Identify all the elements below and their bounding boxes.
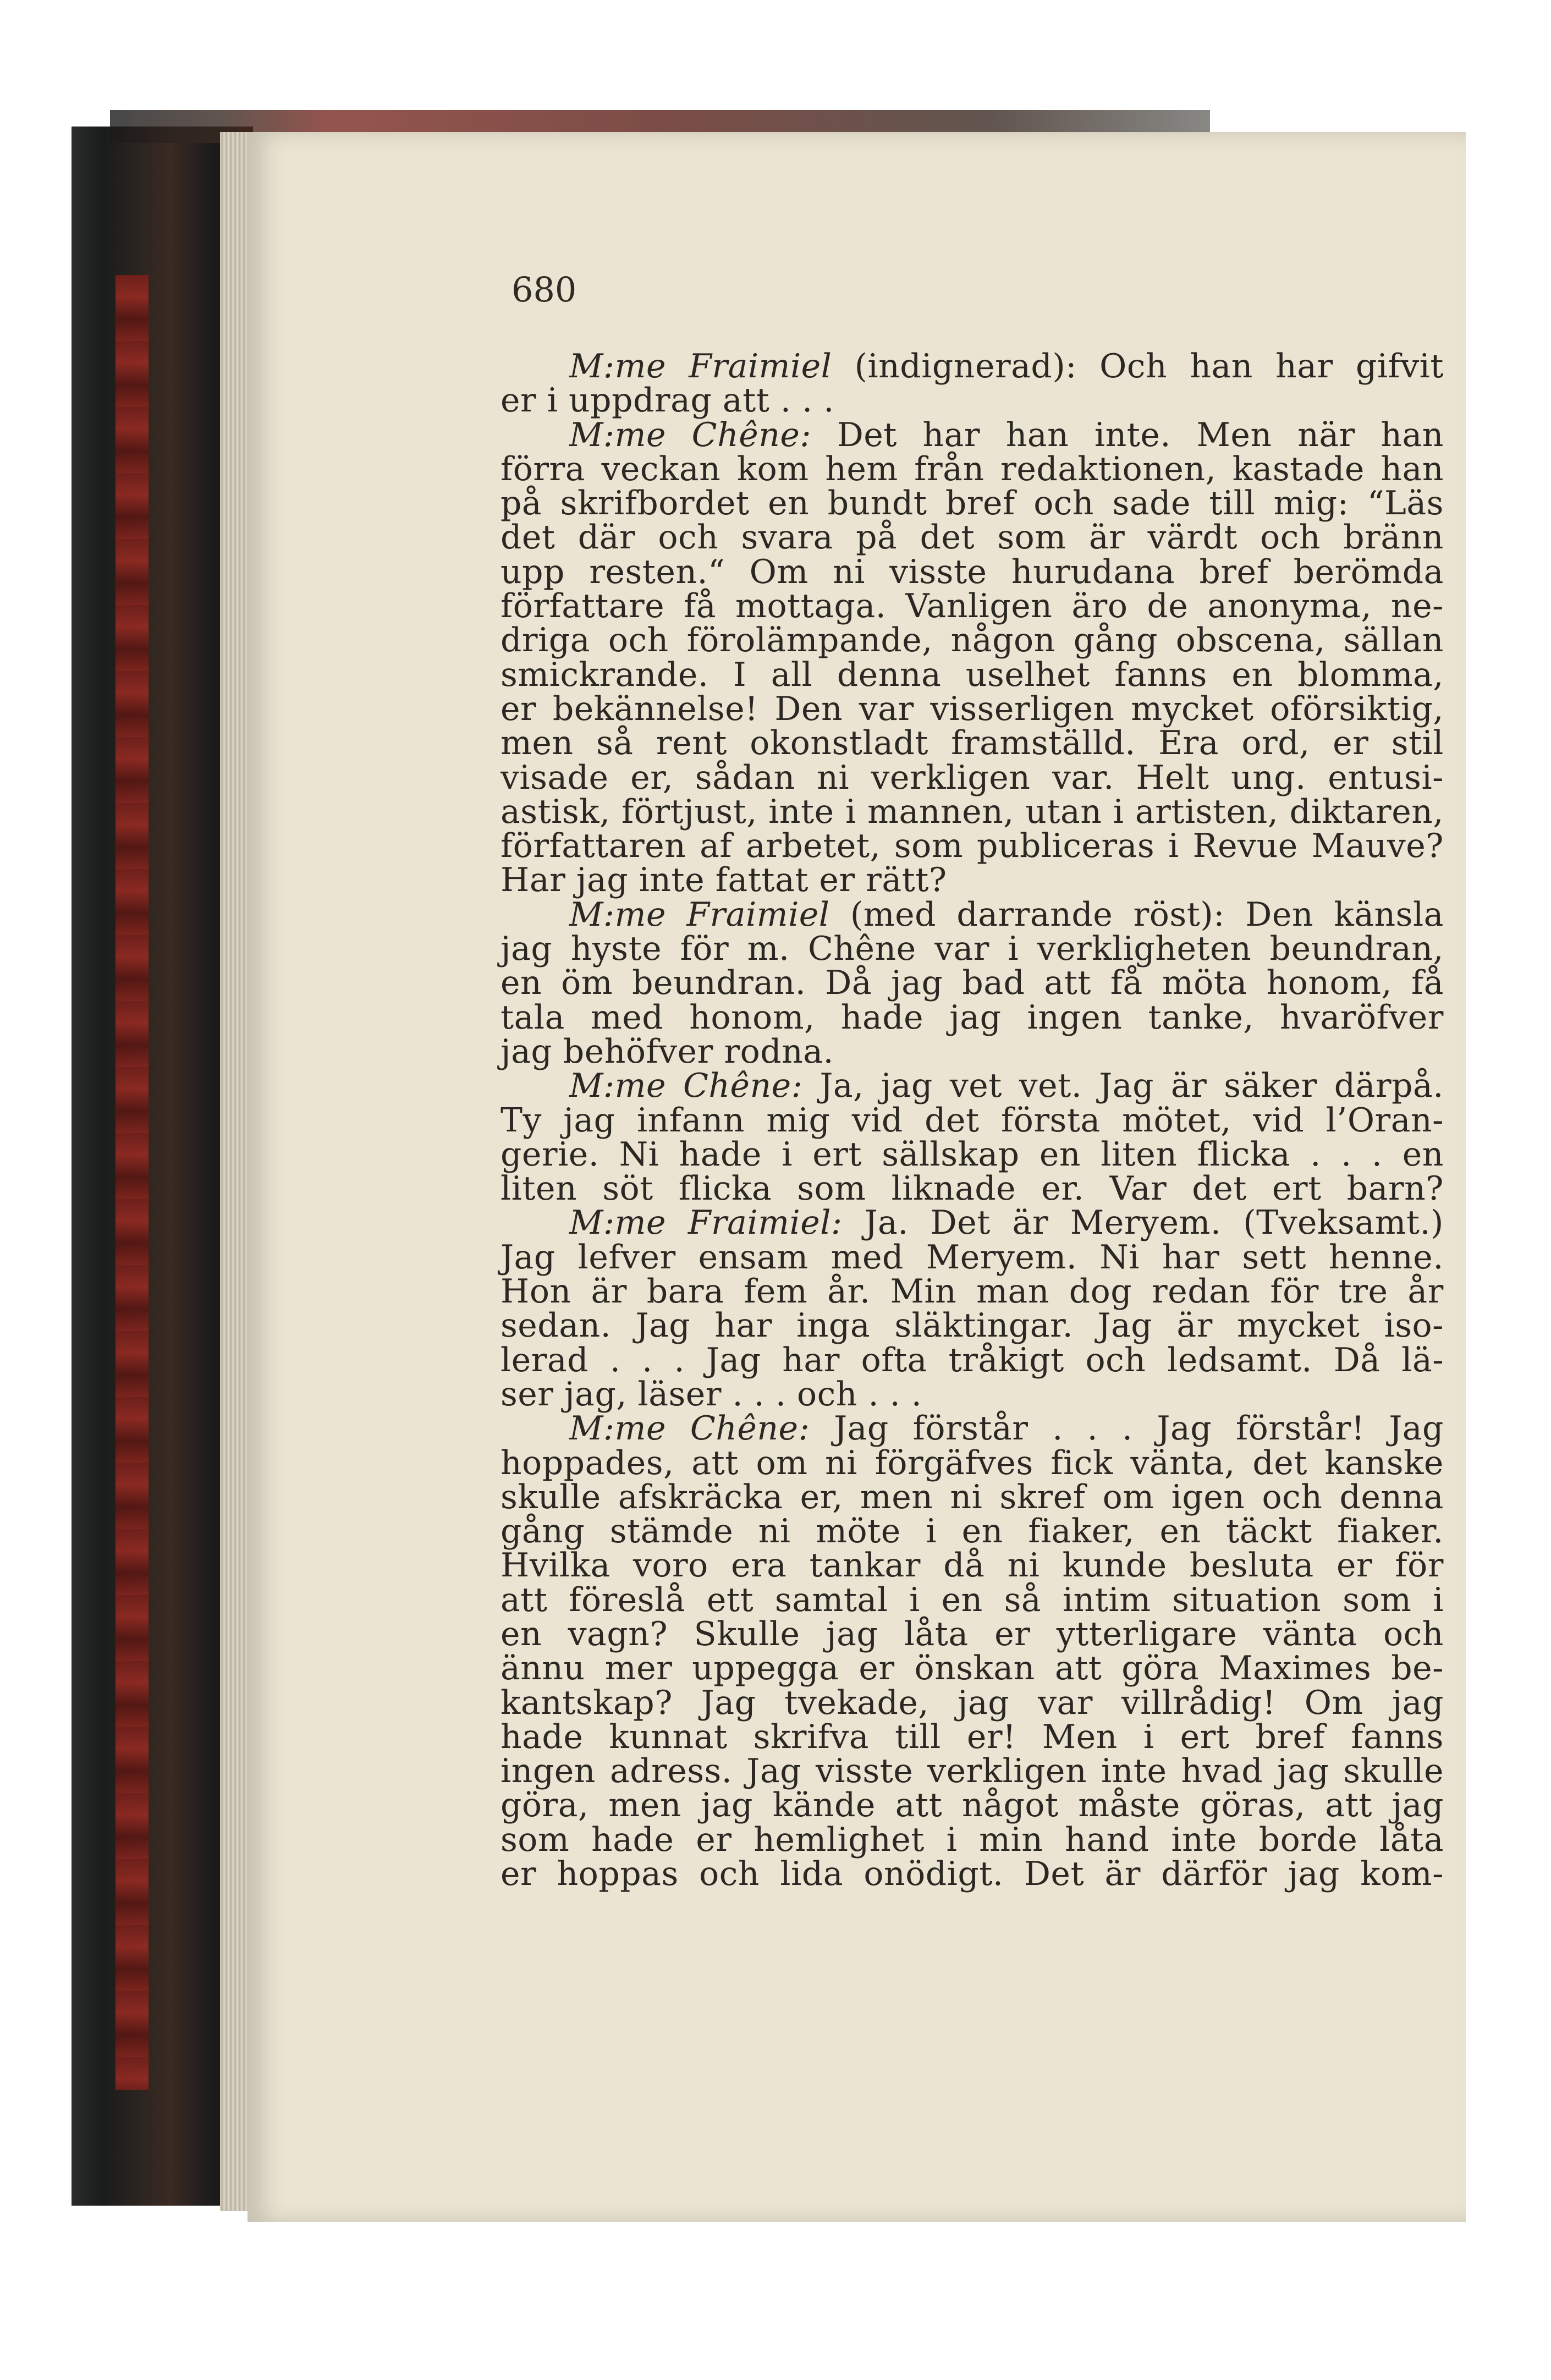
text-line: ser jag, läser . . . och . . . bbox=[501, 1375, 922, 1414]
text-line: en öm beundran. Då jag bad att få möta honom, få bbox=[501, 964, 1444, 1003]
text-line: smickrande. I all denna uselhet fanns en blomma, bbox=[501, 655, 1444, 694]
text-line: M:me Fraimiel (indignerad): Och han har gifvit bbox=[569, 347, 1444, 386]
text-line: författare få mottaga. Vanligen äro de anonyma, ne- bbox=[501, 587, 1444, 626]
text-line: göra, men jag kände att något måste göras, att jag bbox=[501, 1786, 1444, 1825]
text-line: hade kunnat skrifva till er! Men i ert bref fanns bbox=[501, 1717, 1444, 1756]
text-line: jag behöfver rodna. bbox=[501, 1032, 834, 1071]
text-line: driga och förolämpande, någon gång obscena, sällan bbox=[501, 621, 1444, 660]
page-number: 680 bbox=[512, 270, 577, 310]
text-line: M:me Chêne: Det har han inte. Men när han bbox=[569, 415, 1444, 454]
text-line: som hade er hemlighet i min hand inte borde låta bbox=[501, 1820, 1444, 1859]
text-line: skulle afskräcka er, men ni skref om igen och denna bbox=[501, 1477, 1444, 1516]
text-line: M:me Fraimiel (med darrande röst): Den känsla bbox=[569, 895, 1444, 934]
text-line: att föreslå ett samtal i en så intim situation som i bbox=[501, 1580, 1444, 1619]
text-line: liten söt flicka som liknade er. Var det ert barn? bbox=[501, 1169, 1444, 1208]
text-line: sedan. Jag har inga släktingar. Jag är mycket iso- bbox=[501, 1306, 1444, 1345]
text-line: Ty jag infann mig vid det första mötet, vid l’Oran- bbox=[501, 1101, 1444, 1140]
text-line: er i uppdrag att . . . bbox=[501, 381, 834, 420]
text-line: gång stämde ni möte i en fiaker, en täckt fiaker. bbox=[501, 1512, 1444, 1551]
text-line: författaren af arbetet, som publiceras i Revue Mauve? bbox=[501, 827, 1444, 866]
text-line: ingen adress. Jag visste verkligen inte hvad jag skulle bbox=[501, 1752, 1444, 1791]
body-text bbox=[501, 347, 1444, 1894]
spine-binding-pattern bbox=[116, 275, 148, 2090]
text-line: Har jag inte fattat er rätt? bbox=[501, 861, 947, 900]
text-line: förra veckan kom hem från redaktionen, kastade han bbox=[501, 449, 1444, 488]
text-line: tala med honom, hade jag ingen tanke, hvaröfver bbox=[501, 998, 1444, 1037]
text-line: visade er, sådan ni verkligen var. Helt ung. entusi- bbox=[501, 758, 1444, 797]
text-line: hoppades, att om ni förgäfves fick vänta, det kanske bbox=[501, 1443, 1444, 1482]
text-line: men så rent okonstladt framställd. Era ord, er stil bbox=[501, 724, 1444, 763]
text-line: det där och svara på det som är värdt och bränn bbox=[501, 518, 1444, 557]
text-line: astisk, förtjust, inte i mannen, utan i artisten, diktaren, bbox=[501, 792, 1444, 831]
text-line: M:me Chêne: Ja, jag vet vet. Jag är säker därpå. bbox=[569, 1067, 1444, 1106]
text-line: M:me Fraimiel: Ja. Det är Meryem. (Tveksamt.) bbox=[569, 1203, 1444, 1243]
text-line: gerie. Ni hade i ert sällskap en liten flicka . . . en bbox=[501, 1135, 1444, 1174]
text-line: på skrifbordet en bundt bref och sade till mig: “Läs bbox=[501, 484, 1444, 523]
text-line: Hvilka voro era tankar då ni kunde besluta er för bbox=[501, 1546, 1444, 1585]
text-line: er hoppas och lida onödigt. Det är därför jag kom- bbox=[501, 1855, 1444, 1894]
text-line: en vagn? Skulle jag låta er ytterligare vänta och bbox=[501, 1614, 1444, 1653]
text-line: kantskap? Jag tvekade, jag var villrådig! Om jag bbox=[501, 1683, 1444, 1722]
text-line: Jag lefver ensam med Meryem. Ni har sett henne. bbox=[501, 1238, 1444, 1277]
text-line: jag hyste för m. Chêne var i verkligheten beundran, bbox=[501, 930, 1444, 969]
text-line: M:me Chêne: Jag förstår . . . Jag förstår! Jag bbox=[569, 1409, 1444, 1448]
text-line: upp resten.“ Om ni visste hurudana bref berömda bbox=[501, 552, 1444, 591]
text-line: Hon är bara fem år. Min man dog redan för tre år bbox=[501, 1272, 1444, 1311]
text-line: ännu mer uppegga er önskan att göra Maximes be- bbox=[501, 1649, 1444, 1688]
text-line: lerad . . . Jag har ofta tråkigt och ledsamt. Då lä- bbox=[501, 1340, 1444, 1379]
text-line: er bekännelse! Den var visserligen mycket oförsiktig, bbox=[501, 689, 1444, 728]
